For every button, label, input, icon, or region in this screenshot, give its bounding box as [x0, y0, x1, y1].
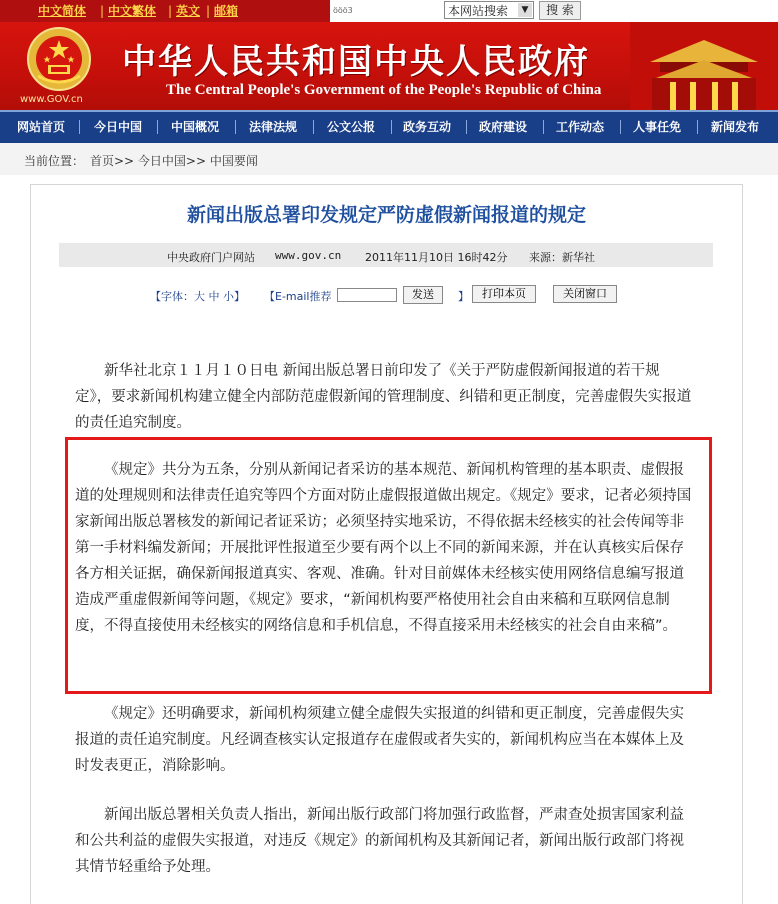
article-title: 新闻出版总署印发规定严防虚假新闻报道的规定 [186, 204, 586, 226]
top-misc-text: ööö3 [333, 6, 353, 15]
breadcrumb-label: 当前位置： [24, 154, 85, 168]
top-bar [0, 0, 778, 22]
nav-item-home[interactable]: 网站首页 [16, 120, 65, 134]
site-url: www.GOV.cn [20, 94, 83, 105]
language-bar [0, 0, 330, 22]
nav-item-china-overview[interactable]: 中国概况 [170, 120, 219, 134]
article-source: 来源：新华社 [529, 251, 595, 264]
font-size-options[interactable]: 【字体：大 中 小】 [150, 290, 245, 303]
close-window-button[interactable]: 关闭窗口 [553, 285, 617, 303]
nav-item-laws[interactable]: 法律法规 [248, 120, 297, 134]
nav-item-today-china[interactable]: 今日中国 [93, 120, 142, 134]
article-paragraph: 《规定》还明确要求，新闻机构须建立健全虚假失实报道的纠错和更正制度，完善虚假失实报道的责任追究制度。凡经调查核实认定报道存在虚假或者失实的，新闻机构应当在本媒体上及时发表更正，消除影响。 [75, 706, 684, 774]
lang-link-english[interactable]: 英文 [176, 4, 201, 18]
article-paragraph: 新华社北京１１月１０日电 新闻出版总署日前印发了《关于严防虚假新闻报道的若干规定》，要求新闻机构建立健全内部防范虚假新闻的管理制度、纠错和更正制度，完善虚假失实报道的责任追究制度。 [75, 363, 692, 431]
article-source-url: www.gov.cn [275, 249, 342, 262]
send-button[interactable]: 发送 [403, 286, 443, 304]
site-subtitle: The Central People's Government of the People's Republic of China [166, 82, 602, 98]
nav-item-press[interactable]: 新闻发布 [710, 120, 759, 134]
article-source-site: 中央政府门户网站 [167, 251, 255, 264]
lang-link-mail[interactable]: 邮箱 [214, 4, 239, 18]
tiananmen-gate-icon [630, 22, 778, 110]
national-emblem-icon [26, 26, 92, 92]
search-button[interactable]: 搜 索 [539, 1, 581, 20]
main-nav [0, 110, 778, 143]
nav-item-interaction[interactable]: 政务互动 [402, 120, 451, 134]
article-info-bar [59, 243, 713, 267]
article-paragraph: 《规定》共分为五条，分别从新闻记者采访的基本规范、新闻机构管理的基本职责、虚假报道的处理规则和法律责任追究等四个方面对防止虚假报道做出规定。《规定》要求，记者必须持国家新闻出版总署核发的新闻记者证采访；必须坚持实地采访，不得依据未经核实的社会传闻等非第一手材料编发新闻；开展批评性报道至少要有两个以上不同的新闻来源，并在认真核实后保存各方相关证据，确保新闻报道真实、客观、准确。针对目前媒体未经核实使用网络信息编写报道造成严重虚假新闻等问题，《规定》要求，“新闻机构要严格使用社会自由来稿和互联网信息制度，不得直接使用未经核实的网络信息和手机信息，不得直接采用未经核实的社会自由来稿”。 [75, 462, 692, 634]
lang-separator: | [206, 4, 211, 18]
nav-item-bulletins[interactable]: 公文公报 [326, 120, 375, 134]
nav-separator [157, 120, 158, 134]
nav-separator [466, 120, 467, 134]
site-banner [0, 22, 778, 110]
nav-item-appointments[interactable]: 人事任免 [632, 120, 681, 134]
chevron-down-icon: ▼ [518, 3, 532, 17]
print-button[interactable]: 打印本页 [472, 285, 536, 303]
search-scope-select[interactable] [444, 1, 534, 19]
lang-link-simplified[interactable]: 中文简体 [38, 4, 87, 18]
nav-separator [235, 120, 236, 134]
breadcrumb [0, 143, 778, 175]
email-close-bracket: 】 [458, 290, 469, 303]
email-recommend-label: 【E-mail推荐 [264, 290, 332, 303]
search-scope-value: 本网站搜索 [448, 4, 509, 18]
nav-separator [697, 120, 698, 134]
lang-link-traditional[interactable]: 中文繁体 [108, 4, 157, 18]
nav-separator [543, 120, 544, 134]
lang-separator: | [168, 4, 173, 18]
site-title: 中华人民共和国中央人民政府 [122, 42, 590, 82]
article-date: 2011年11月10日 16时42分 [365, 251, 508, 264]
nav-item-work-news[interactable]: 工作动态 [555, 120, 604, 134]
article-paragraph: 新闻出版总署相关负责人指出，新闻出版行政部门将加强行政监督，严肃查处损害国家利益和公共利益的虚假失实报道，对违反《规定》的新闻机构及其新闻记者，新闻出版行政部门将视其情节轻重给予处理。 [75, 807, 684, 875]
nav-item-government[interactable]: 政府建设 [478, 120, 527, 134]
nav-separator [620, 120, 621, 134]
nav-separator [79, 120, 80, 134]
lang-separator: | [100, 4, 105, 18]
email-input[interactable] [337, 288, 397, 302]
nav-separator [313, 120, 314, 134]
breadcrumb-path[interactable]: 首页>> 今日中国>> 中国要闻 [90, 154, 258, 168]
